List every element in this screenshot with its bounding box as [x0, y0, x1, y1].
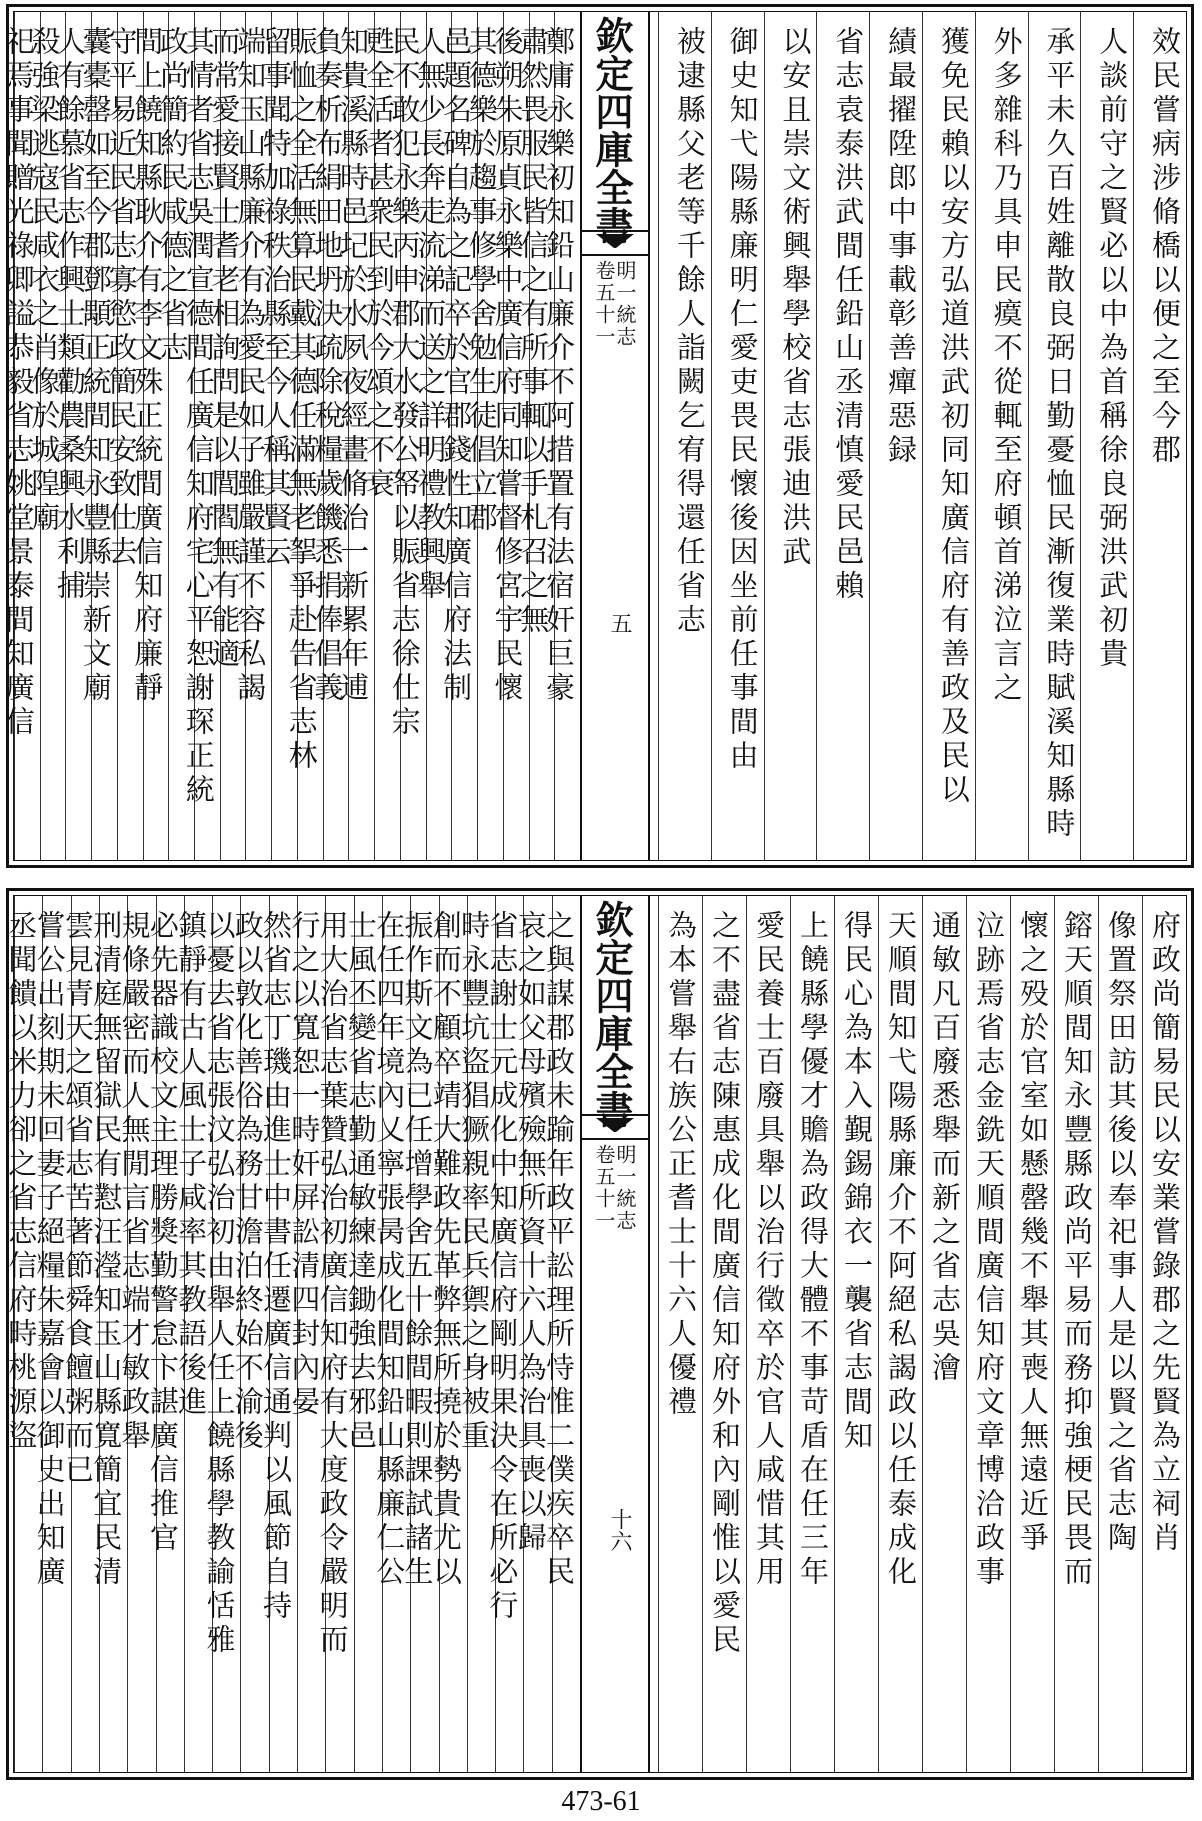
text-column: 後朔朱原貞永樂中廣信府同知嘗督修宮宇民懷: [503, 12, 529, 860]
text-column: 肅然畏服民皆信之有所事輒以手札召之無: [529, 12, 555, 860]
text-column: 省志謝士元成化中知廣信府剛明果決令在所必行: [495, 896, 523, 1772]
book-title-label: 明一統志: [613, 260, 637, 348]
text-column: 賑恤之全活無算民戴其德任滿無老挐爭赴告省志林: [297, 12, 323, 860]
book-title-label: 明一統志: [613, 1144, 637, 1232]
text-column: 振作斯文為已任增學舍五十餘間暇則課試諸生: [410, 896, 438, 1772]
text-column: 御史知弋陽縣廉明仁愛吏畏民懷後因坐前任事間由: [711, 12, 764, 860]
text-column: 守平易近民省志寡慾政簡民安致仕去: [117, 12, 143, 860]
text-column: 人無少長奔走流涕而送之詳明禮教興舉: [426, 12, 452, 860]
right-text-block: [658, 896, 1186, 1772]
text-column: 像置祭田訪其後以奉祀事人是以賢之省志陶: [1098, 896, 1142, 1772]
text-column: 知貴溪縣時邑圮於水夙夜經畫脩治一新累年逋: [348, 12, 374, 860]
volume-label: 卷五十一: [592, 260, 616, 348]
text-column: 之不盡省志陳惠成化間廣信知府外和內剛惟以愛民: [702, 896, 746, 1772]
folio-number: 473-61: [561, 1786, 641, 1817]
text-column: 府政尚簡易民以安業嘗錄郡之先賢為立祠肖: [1142, 896, 1186, 1772]
text-column: 鄭庸永樂初知鉛山廉介不阿措置有法宿奸巨豪: [554, 12, 580, 860]
text-column: 規條嚴密而人無閒言省志端才敏政舉: [127, 896, 155, 1772]
text-column: 懷之殁於官室如懸罄幾不舉其喪人無遠近爭: [1010, 896, 1054, 1772]
text-column: 人有餘慕省志作興士類勸農桑興水利捕: [65, 12, 91, 860]
left-text-block: [4, 896, 580, 1772]
upper-page-panel: [1, 4, 1194, 868]
fish-tail-mark-icon: [582, 1114, 648, 1140]
book-header-title: 欽定四庫全書: [589, 900, 634, 1128]
text-column: 雲見青天之頌省志苦著節舜食饘粥而已: [71, 896, 99, 1772]
text-column: 士風丕變省志勤通敏練達鋤強去邪邑: [354, 896, 382, 1772]
text-column: 哀之如父母殯殮無所資十六人為治具喪以歸: [523, 896, 551, 1772]
text-column: 政尚簡約民咸德之省志: [168, 12, 194, 860]
text-column: 嘗公出刻期未回妻子絕糧朱嘉會以御史出知廣: [42, 896, 70, 1772]
text-column: 愛民養士百廢具舉以治行徵卒於官人咸惜其用: [746, 896, 790, 1772]
text-column: 被逮縣父老等千餘人詣闕乞宥得還任省志: [658, 12, 711, 860]
book-header-title: 欽定四庫全書: [589, 16, 634, 244]
volume-label: 卷五十一: [592, 1144, 616, 1232]
right-text-block: [658, 12, 1186, 860]
text-column: 績最擢陞郎中事載彰善癉惡録: [869, 12, 922, 860]
text-column: 上饒縣學優才贍為政得大體不事苛盾在任三年: [790, 896, 834, 1772]
text-column: 留事聞特加祿秩治縣至今人稱其賢云: [271, 12, 297, 860]
text-column: 用大治省志葉贊弘治初廣信知府有大度政令嚴明而: [325, 896, 353, 1772]
text-column: 必先器識校文主理勝獎勤警怠卞諶廣信推官: [156, 896, 184, 1772]
text-column: 端知玉山縣廉介有為愛民如子雖嚴謹不容私謁: [245, 12, 271, 860]
page-number: 十六: [607, 1508, 632, 1552]
text-column: 在任四年境內乂寧張昺成化間知鉛山縣廉仁公: [382, 896, 410, 1772]
text-column: 承平未久百姓離散良弼日勤憂恤民漸復業時賦溪知縣時: [1028, 12, 1081, 860]
text-column: 以憂去省志張汶弘治初由舉人任上饒縣學教諭恬雅: [212, 896, 240, 1772]
text-column: 得民心為本入覲錫錦衣一襲省志間知: [834, 896, 878, 1772]
text-column: 通敏凡百廢悉舉而新之省志吳澮: [922, 896, 966, 1772]
text-column: 民不敢犯永樂丙申郡大水發公帑以賑省志徐仕宗: [400, 12, 426, 860]
text-column: 外多雜科乃具申民瘼不從輒至府頓首涕泣言之: [975, 12, 1028, 860]
text-column: 鎮靜有古人風士子咸率其教語後進: [184, 896, 212, 1772]
text-column: 殺強梁逃寇民咸衣之肖像於城隍廟: [40, 12, 66, 860]
fish-tail-mark-icon: [582, 230, 648, 256]
text-column: 邑題名碑自為之記卒於官郡錢性知廣信府法制: [451, 12, 477, 860]
text-column: 獲免民賴以安方弘道洪武初同知廣信府有善政及民以: [922, 12, 975, 860]
text-column: 以安且崇文術興舉學校省志張迪洪武: [764, 12, 817, 860]
text-column: 刑清庭無留獄民有懟汪瀅知玉山縣寬簡宜民清: [99, 896, 127, 1772]
text-column: 行之以寬恕一時奸屏訟清四封內晏: [297, 896, 325, 1772]
left-text-block: [1, 12, 580, 860]
text-column: 省志袁泰洪武間任鉛山丞清慎愛民邑賴: [816, 12, 869, 860]
text-column: 然省志丁璣由進士中書任遷廣信通判以風節自持: [269, 896, 297, 1772]
text-column: 囊橐罄如至今郡鄧顒正統間知永豐縣崇新文廟: [91, 12, 117, 860]
page-number: 五: [607, 612, 632, 634]
text-column: 而常愛接賢士耆老相詢問是以閭閻無有能適: [220, 12, 246, 860]
text-column: 為本嘗舉右族公正耆士十六人優禮: [658, 896, 702, 1772]
text-column: 人談前守之賢必以中為首稱徐良弼洪武初貴: [1080, 12, 1133, 860]
text-column: 天順間知弋陽縣廉介不阿絕私謁政以任泰成化: [878, 896, 922, 1772]
text-column: 其情者省志吳潤宣德間任廣信知府宅心平恕謝琛正統: [194, 12, 220, 860]
text-column: 政以敦化善俗為務甘澹泊終始不渝後: [240, 896, 268, 1772]
text-column: 時永豐坑盜猖獗親率民兵禦之身被重: [467, 896, 495, 1772]
text-column: 創而不顧卒靖大難政先革弊無所撓於勢貴尤以: [439, 896, 467, 1772]
text-column: 鎔天順間知永豐縣政尚平易而務抑強梗民畏而: [1054, 896, 1098, 1772]
text-column: 負奏析布絹田地坍決疏除稅糧歲饑悉捐俸倡義: [323, 12, 349, 860]
text-column: 之與謀郡政未踰年政平訟理所恃惟二僕疾卒民: [552, 896, 580, 1772]
center-fold-column: [580, 896, 650, 1772]
text-column: 其德樂於趨事修學舍勉生徒倡立郡: [477, 12, 503, 860]
text-column: 效民嘗病涉脩橋以便之至今郡: [1133, 12, 1186, 860]
lower-page-panel: [6, 888, 1194, 1780]
text-column: 泣跡焉省志金銑天順間廣信知府文章博洽政事: [966, 896, 1010, 1772]
text-column: 祀焉事聞贈光祿卿謚恭毅省志姚堂景泰間知廣信: [14, 12, 40, 860]
text-column: 甦全活者甚衆民到於今頌之不衰: [374, 12, 400, 860]
text-column: 間上饒知縣耿介有李文殊正統間廣信知府廉靜: [143, 12, 169, 860]
center-fold-column: [580, 12, 650, 860]
text-column: 丞聞饋以米力卻之省志信府時桃源盜: [14, 896, 42, 1772]
